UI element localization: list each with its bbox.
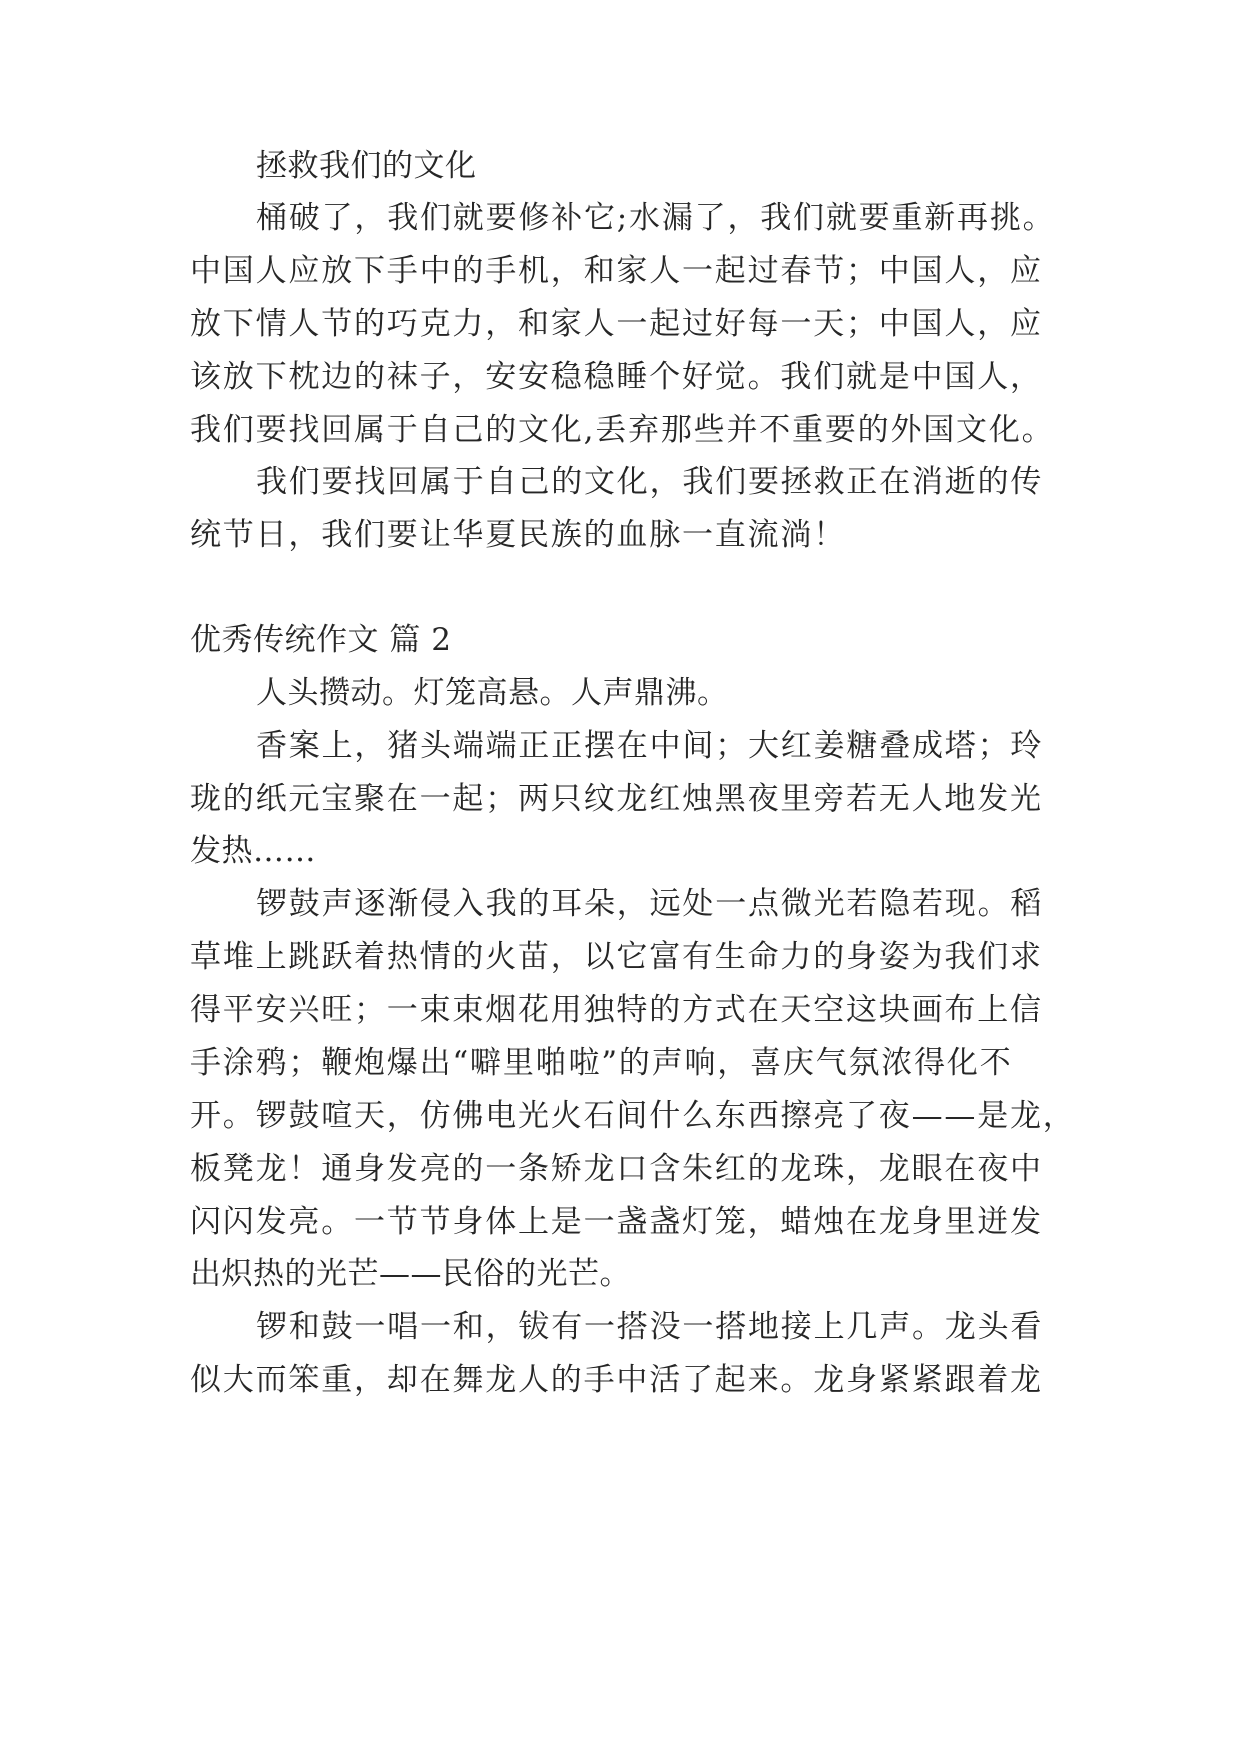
paragraph-line: 人头攒动。灯笼高悬。人声鼎沸。 xyxy=(256,675,729,711)
paragraph-line: 得平安兴旺；一束束烟花用独特的方式在天空这块画布上信 xyxy=(190,992,1043,1028)
paragraph-line: 闪闪发亮。一节节身体上是一盏盏灯笼，蜡烛在龙身里迸发 xyxy=(190,1204,1043,1240)
paragraph-line: 开。锣鼓喧天，仿佛电光火石间什么东西擦亮了夜——是龙， xyxy=(190,1098,1076,1134)
paragraph-line: 草堆上跳跃着热情的火苗，以它富有生命力的身姿为我们求 xyxy=(190,939,1043,975)
paragraph-line: 板凳龙！通身发亮的一条矫龙口含朱红的龙珠，龙眼在夜中 xyxy=(190,1151,1043,1187)
paragraph-line: 似大而笨重，却在舞龙人的手中活了起来。龙身紧紧跟着龙 xyxy=(190,1362,1043,1398)
essay-title: 拯救我们的文化 xyxy=(256,148,477,184)
paragraph-line: 锣鼓声逐渐侵入我的耳朵，远处一点微光若隐若现。稻 xyxy=(256,886,1044,922)
paragraph-line: 我们要找回属于自己的文化,丢弃那些并不重要的外国文化。 xyxy=(190,412,1055,448)
paragraph-line: 统节日，我们要让华夏民族的血脉一直流淌！ xyxy=(190,517,846,553)
paragraph-line: 放下情人节的巧克力，和家人一起过好每一天；中国人，应 xyxy=(190,306,1043,342)
paragraph-line: 香案上，猪头端端正正摆在中间；大红姜糖叠成塔；玲 xyxy=(256,728,1044,764)
section-heading: 优秀传统作文 篇 2 xyxy=(190,622,452,658)
paragraph-line: 出炽热的光芒——民俗的光芒。 xyxy=(190,1256,631,1292)
paragraph-line: 该放下枕边的袜子，安安稳稳睡个好觉。我们就是中国人， xyxy=(190,359,1043,395)
paragraph-line: 发热…… xyxy=(190,833,316,869)
paragraph-line: 中国人应放下手中的手机，和家人一起过春节；中国人，应 xyxy=(190,253,1043,289)
paragraph-line: 桶破了，我们就要修补它;水漏了，我们就要重新再挑。 xyxy=(256,200,1056,236)
paragraph-line: 锣和鼓一唱一和，钹有一搭没一搭地接上几声。龙头看 xyxy=(256,1309,1044,1345)
paragraph-line: 我们要找回属于自己的文化，我们要拯救正在消逝的传 xyxy=(256,464,1044,500)
paragraph-line: 珑的纸元宝聚在一起；两只纹龙红烛黑夜里旁若无人地发光 xyxy=(190,781,1043,817)
paragraph-line: 手涂鸦；鞭炮爆出“噼里啪啦”的声响，喜庆气氛浓得化不 xyxy=(190,1045,1013,1081)
